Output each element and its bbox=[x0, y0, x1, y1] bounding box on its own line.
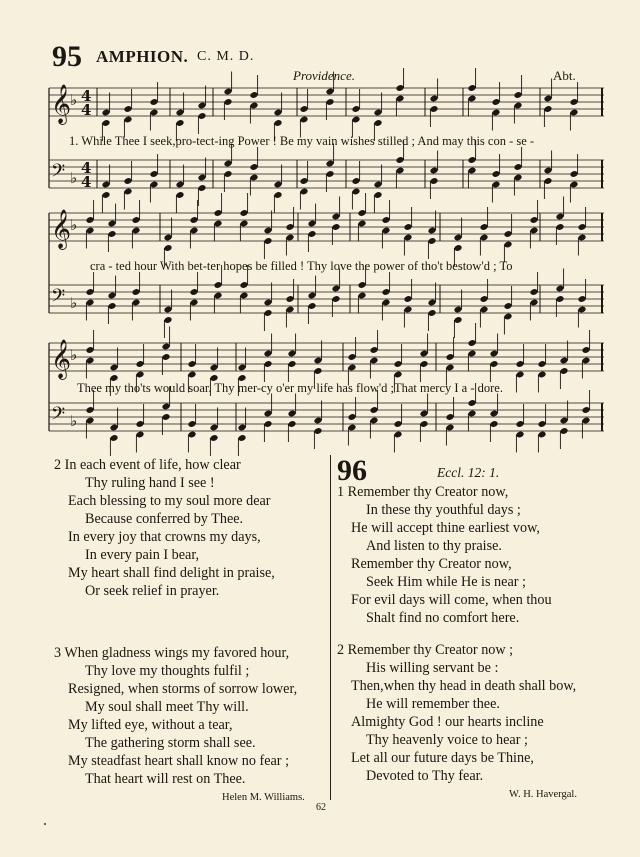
treble-clef: 𝄞 bbox=[51, 339, 72, 379]
hymn-number-96: 96 bbox=[337, 454, 367, 487]
verse-line: In these thy youthful days ; bbox=[366, 502, 521, 518]
verse-line: 2 In each event of life, how clear bbox=[54, 457, 241, 473]
verse-line: Let all our future days be Thine, bbox=[351, 750, 534, 766]
treble-clef: 𝄞 bbox=[51, 84, 72, 124]
verse-line: My steadfast heart shall know no fear ; bbox=[68, 753, 290, 769]
column-divider bbox=[330, 455, 331, 800]
time-sig-bottom: 4 bbox=[81, 173, 92, 191]
verse-line: My soul shall meet Thy will. bbox=[85, 699, 249, 715]
verse-line: 2 Remember thy Creator now ; bbox=[337, 642, 514, 658]
flat-sign: ♭ bbox=[70, 91, 78, 109]
verse-line: He will remember thee. bbox=[366, 696, 500, 712]
verse-line: Thy heavenly voice to hear ; bbox=[366, 732, 528, 748]
verse-line: 3 When gladness wings my favored hour, bbox=[54, 645, 290, 661]
flat-sign: ♭ bbox=[70, 412, 78, 430]
flat-sign: ♭ bbox=[70, 346, 78, 364]
music-lyric-line-1: 1. While Thee I seek,pro-tect-ing Power ! Be my vain wishes stilled ; And may this con - se - bbox=[69, 134, 535, 148]
verse-line: Thy ruling hand I see ! bbox=[85, 475, 215, 491]
verse-line: The gathering storm shall see. bbox=[85, 735, 256, 751]
flat-sign: ♭ bbox=[70, 169, 78, 187]
verse-line: Because conferred by Thee. bbox=[85, 511, 244, 527]
verse-line: Devoted to Thy fear. bbox=[366, 768, 484, 784]
hymn-number-95: 95 bbox=[52, 40, 82, 73]
verse-line: Shalt find no comfort here. bbox=[366, 610, 520, 626]
print-speck bbox=[44, 823, 46, 825]
flat-sign: ♭ bbox=[70, 216, 78, 234]
author-credit-95: Helen M. Williams. bbox=[222, 792, 305, 803]
bass-clef: 𝄢 bbox=[51, 286, 66, 311]
flat-sign: ♭ bbox=[70, 294, 78, 312]
verse-line: Thy love my thoughts fulfil ; bbox=[85, 663, 250, 679]
tune-name: AMPHION. bbox=[96, 47, 189, 66]
bass-clef: 𝄢 bbox=[51, 161, 66, 186]
treble-clef: 𝄞 bbox=[51, 209, 72, 249]
verse-line: 1 Remember thy Creator now, bbox=[337, 484, 509, 500]
verse-line: Almighty God ! our hearts incline bbox=[351, 714, 544, 730]
verse-line: In every joy that crowns my days, bbox=[68, 529, 261, 545]
page-number: 62 bbox=[316, 802, 326, 813]
verse-line: Seek Him while He is near ; bbox=[366, 574, 526, 590]
music-lyric-line-3: Thee my tho'ts would soar. Thy mer-cy o'er my life has flow'd ;That mercy I a - dore. bbox=[77, 381, 503, 395]
verse-line: Resigned, when storms of sorrow lower, bbox=[68, 681, 298, 697]
arranger: Abt. bbox=[553, 68, 576, 83]
verse-line: In every pain I bear, bbox=[85, 547, 200, 563]
author-credit-96: W. H. Havergal. bbox=[509, 789, 577, 800]
bass-clef: 𝄢 bbox=[51, 404, 66, 429]
verse-line: Each blessing to my soul more dear bbox=[68, 493, 271, 509]
verse-line: For evil days will come, when thou bbox=[351, 592, 552, 608]
verse-line: And listen to thy praise. bbox=[366, 538, 502, 554]
verse-line: He will accept thine earliest vow, bbox=[351, 520, 540, 536]
verse-line: His willing servant be : bbox=[366, 660, 499, 676]
scripture-reference: Eccl. 12: 1. bbox=[437, 465, 500, 480]
music-lyric-line-2: cra - ted hour With bet-ter hopes be filled ! Thy love the power of tho't bestow'd ; To bbox=[90, 259, 513, 273]
time-sig-top: 4 bbox=[81, 87, 92, 105]
meter: C. M. D. bbox=[197, 49, 255, 64]
time-sig-bottom: 4 bbox=[81, 101, 92, 119]
verse-line: My lifted eye, without a tear, bbox=[68, 717, 233, 733]
verse-line: Then,when thy head in death shall bow, bbox=[351, 678, 577, 694]
verse-line: Or seek relief in prayer. bbox=[85, 583, 220, 599]
time-sig-top: 4 bbox=[81, 159, 92, 177]
tune-source: Providence. bbox=[293, 68, 355, 83]
verse-line: Remember thy Creator now, bbox=[351, 556, 512, 572]
verse-line: My heart shall find delight in praise, bbox=[68, 565, 275, 581]
verse-line: That heart will rest on Thee. bbox=[85, 771, 246, 787]
